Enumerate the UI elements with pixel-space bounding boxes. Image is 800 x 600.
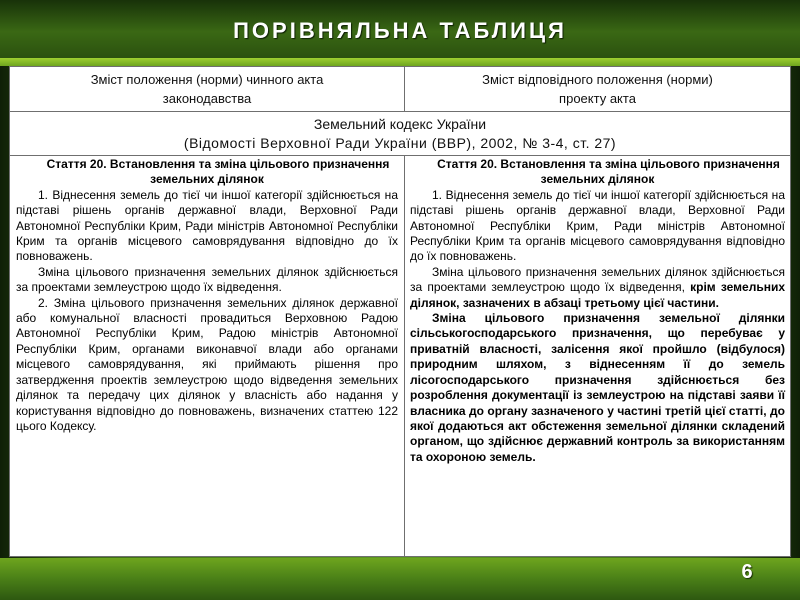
proposed-paragraph-1: 1. Віднесення земель до тієї чи іншої категорії здійснюється на підставі рішень органів державної влади, Верховної Ради Автономної Республіки Крим, Ради міністрів Автономної Республіки Крим та органів місцевого самоврядування відповідно до їх повноважень. [410,187,785,264]
proposed-paragraph-3: Зміна цільового призначення земельної ділянки сільськогосподарського призначення, що перебуває у приватній власності, залісення якої пройшло (відбулося) природним шляхом, з віднесенням її до земель лісогосподарського призначення здійснюється без розроблення документації із землеустрою на підставі заяви її власника до органу зазначеного у частині третій цієї статті, до якої додаються акт обстеження земельної ділянки складений органом, що здійснює державний контроль за використанням та охороною земель. [410,311,785,464]
proposed-paragraph-2-text: Зміна цільового призначення земельних ділянок здійснюється за проектами землеустрою щодо їх відведення, [410,264,785,295]
proposed-article-heading: Стаття 20. Встановлення та зміна цільового призначення земельних ділянок [437,157,780,187]
proposed-paragraph-2 [410,265,785,311]
current-paragraph-3: 2. Зміна цільового призначення земельних ділянок державної або комунальної власності провадиться Верховною Радою Автономної Республіки Крим, Радою міністрів Автономної Республіки Крим, органами виконавчої влади або органами місцевого самоврядування, які приймають рішення про затвердження проектів землеустрою щодо відведення земельних ділянок та передачу цих ділянок у власність або надання у користування відповідно до повноважень, визначених статтею 122 цього Кодексу. [16,295,398,433]
slide-title: ПОРІВНЯЛЬНА ТАБЛИЦЯ [233,18,567,43]
proposed-paragraph-2-addition: крім земельних ділянок, зазначених в абзаці третьому цієї частини. [410,280,785,310]
table-header-row [10,67,790,112]
proposed-act-column [405,156,790,556]
title-bar [0,0,800,58]
comparison-table [9,66,791,557]
header-proposed-act: Зміст відповідного положення (норми) проекту акта [482,72,713,106]
title-divider [0,58,800,66]
current-article-heading: Стаття 20. Встановлення та зміна цільового призначення земельних ділянок [46,157,390,187]
law-source: (Відомості Верховної Ради України (ВВР), 2002, № 3-4, ст. 27) [183,135,617,151]
footer-band [0,558,800,600]
law-title-row [10,112,790,156]
page-number: 6 [741,561,753,583]
current-paragraph-1: 1. Віднесення земель до тієї чи іншої категорії здійснюється на підставі рішень органів державної влади, Верховної Ради Автономної Республіки Крим, Ради міністрів Автономної Республіки Крим та органів місцевого самоврядування відповідно до їх повноважень. [16,187,398,264]
header-current-act: Зміст положення (норми) чинного акта законодавства [10,67,405,111]
current-paragraph-2: Зміна цільового призначення земельних ділянок здійснюється за проектами землеустрою щодо їх відведення. [16,264,398,295]
current-act-column [10,156,405,556]
law-name: Земельний кодекс України [313,116,487,132]
